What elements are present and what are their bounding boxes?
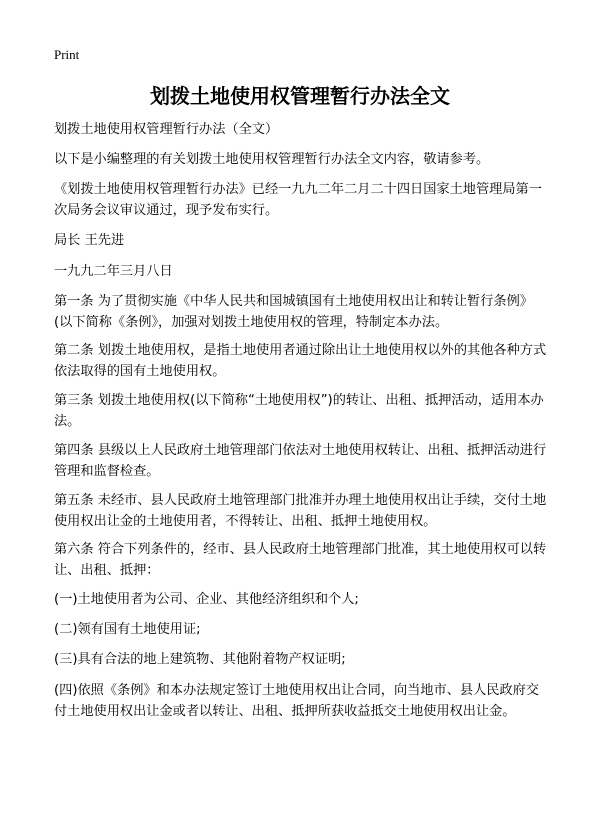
paragraph-article-2: 第二条 划拨土地使用权，是指土地使用者通过除出让土地使用权以外的其他各种方式依法取得的国有土地使用权。 <box>54 343 547 379</box>
paragraph-article-6: 第六条 符合下列条件的，经市、县人民政府土地管理部门批准，其土地使用权可以转让、出租、抵押： <box>54 542 547 578</box>
paragraph-article-1: 第一条 为了贯彻实施《中华人民共和国城镇国有土地使用权出让和转让暂行条例》(以下简称《条例》，加强对划拨土地使用权的管理，特制定本办法。 <box>54 294 533 330</box>
paragraph-signatory: 局长 王先进 <box>54 233 125 248</box>
paragraph-subtitle: 划拨土地使用权管理暂行办法（全文） <box>54 122 279 137</box>
paragraph-announcement: 《划拨土地使用权管理暂行办法》已经一九九二年二月二十四日国家土地管理局第一次局务会议审议通过，现予发布实行。 <box>54 182 542 218</box>
paragraph-condition-2: (二)领有国有土地使用证; <box>54 622 201 637</box>
paragraph-intro: 以下是小编整理的有关划拨土地使用权管理暂行办法全文内容，敬请参考。 <box>54 152 490 167</box>
paragraph-article-5: 第五条 未经市、县人民政府土地管理部门批准并办理土地使用权出让手续，交付土地使用权出让金的土地使用者，不得转让、出租、抵押土地使用权。 <box>54 493 547 529</box>
print-label: Print <box>54 47 80 62</box>
page-title: 划拨土地使用权管理暂行办法全文 <box>150 84 450 108</box>
paragraph-article-4: 第四条 县级以上人民政府土地管理部门依法对土地使用权转让、出租、抵押活动进行管理和监督检查。 <box>54 443 547 479</box>
paragraph-condition-3: (三)具有合法的地上建筑物、其他附着物产权证明; <box>54 652 346 667</box>
paragraph-condition-1: (一)土地使用者为公司、企业、其他经济组织和个人; <box>54 592 359 607</box>
paragraph-date: 一九九二年三月八日 <box>54 264 173 279</box>
paragraph-article-3: 第三条 划拨土地使用权(以下简称“土地使用权”)的转让、出租、抵押活动，适用本办法。 <box>54 393 544 429</box>
paragraph-condition-4: (四)依照《条例》和本办法规定签订土地使用权出让合同，向当地市、县人民政府交付土地使用权出让金或者以转让、出租、抵押所获收益抵交土地使用权出让金。 <box>54 683 540 719</box>
